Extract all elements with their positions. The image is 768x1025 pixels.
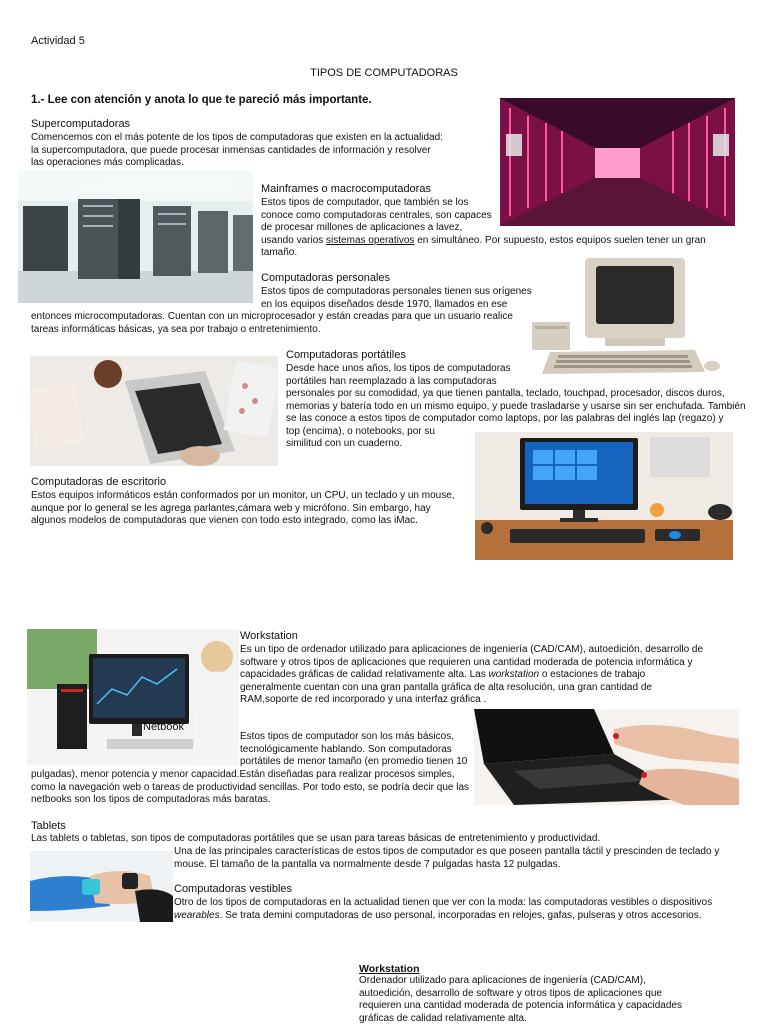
personal-computer-image	[530, 254, 730, 376]
netbook-image	[474, 709, 739, 805]
netbook-text-a: Estos tipos de computador son los más básicos, tecnológicamente hablando. Son computadoras portátiles de menor tamaño (en promedio tienen 10	[240, 731, 468, 767]
supercomputadoras-text: Comencemos con el más potente de los tipos de computadoras que existen en la actualidad: la supercomputadora, que puede procesar inmensas cantidades de información y resolver las operaciones más complicadas.	[31, 132, 443, 168]
workstation-image	[27, 629, 239, 765]
escritorio-text: Estos equipos informáticos están conformados por un monitor, un CPU, un teclado y un mouse, aunque por lo general se les agrega parlantes,cámara web y micrófono. Sin embargo, hay algunos modelos de computadoras que vienen con todo esto integrado, como las iMac.	[31, 490, 455, 526]
instruction-heading: 1.- Lee con atención y anota lo que te pareció más importante.	[31, 94, 372, 106]
activity-label: Actividad 5	[31, 35, 85, 47]
page-title: TIPOS DE COMPUTADORAS	[310, 67, 458, 79]
portatiles-text-a: Desde hace unos años, los tipos de computadoras portátiles han reemplazado a las computadoras personales por su comodidad, ya que tienen pantalla, teclado, touchpad, procesador, discos duros, memorias y batería todo en un mismo equipo, y puede trasladarse y usarse sin ser enchufada. También se las conoce a estos tipos de computador como laptops, por las palabras del inglés lap (regazo) y top (encima), o notebooks, por su similitud con un cuaderno.	[286, 363, 746, 449]
mainframe-image	[18, 171, 253, 303]
netbook-overlay-label: Netbook	[143, 721, 184, 733]
mainframes-text: Estos tipos de computador, que también se los conoce como computadoras centrales, son capaces de procesar millones de aplicaciones a lavez, usando varios sistemas operativos en simultáneo. Por supuesto, estos equipos suelen tener un gran tamaño.	[261, 197, 706, 258]
mainframes-heading: Mainframes o macrocomputadoras	[261, 183, 431, 195]
workstation-text: Es un tipo de ordenador utilizado para aplicaciones de ingeniería (CAD/CAM), autoedición, desarrollo de software y otros tipos de aplicaciones que requieren una cantidad moderada de potencia informática y capacidades gráficas de calidad relativamente alta. Las workstation o estaciones de trabajo generalmente cuentan con una gran pantalla gráfica de alta resolución, una gran cantidad de RAM,soporte de red incorporado y una interfaz gráfica .	[240, 644, 704, 705]
personales-heading: Computadoras personales	[261, 272, 391, 284]
supercomputadoras-heading: Supercomputadoras	[31, 118, 131, 130]
laptop-image	[30, 356, 278, 466]
vestibles-text: Otro de los tipos de computadoras en la actualidad tienen que ver con la moda: las computadoras vestibles o dispositivos wearables. Se trata demini computadoras de uso personal, incorporadas en relojes, gafas, pulseras y otros accesorios.	[174, 897, 713, 921]
sistemas-operativos-link[interactable]: sistemas operativos	[326, 234, 415, 246]
summary-text: Ordenador utilizado para aplicaciones de ingeniería (CAD/CAM), autoedición, desarrollo de software y otros tipos de aplicaciones que requieren una cantidad moderada de potencia informática y capacidades gráficas de calidad relativamente alta.	[359, 975, 682, 1024]
netbook-text-b: pulgadas), menor potencia y menor capacidad.Están diseñadas para realizar procesos simples, como la navegación web o tareas de productividad sencillas. Por todo esto, se podría decir que las netbooks son los tipos de computadoras más baratas.	[31, 769, 470, 805]
personales-text-a: Estos tipos de computadoras personales tienen sus orígenes en los equipos diseñados desde 1970, llamados en ese	[261, 286, 532, 310]
escritorio-heading: Computadoras de escritorio	[31, 476, 167, 488]
tablets-text: Una de las principales características de estos tipos de computador es que poseen pantalla táctil y prescinden de teclado y mouse. El tamaño de la pantalla va normalmente desde 7 pulgadas hasta 12 pulgadas.	[174, 846, 720, 870]
tablets-heading: Tablets	[31, 820, 66, 832]
wearables-image	[30, 851, 173, 922]
vestibles-heading: Computadoras vestibles	[174, 883, 293, 895]
desktop-computer-image	[475, 432, 733, 560]
portatiles-heading: Computadoras portátiles	[286, 349, 406, 361]
workstation-heading: Workstation	[240, 630, 298, 642]
summary-heading: Workstation	[359, 963, 420, 975]
personales-text-b: entonces microcomputadoras. Cuentan con un microprocesador y están creadas para que un usuario realice tareas informáticas básicas, ya sea por trabajo o entretenimiento.	[31, 311, 513, 335]
tablets-line-1: Las tablets o tabletas, son tipos de computadoras portátiles que se usan para tareas básicas de entretenimiento y productividad.	[31, 833, 601, 844]
